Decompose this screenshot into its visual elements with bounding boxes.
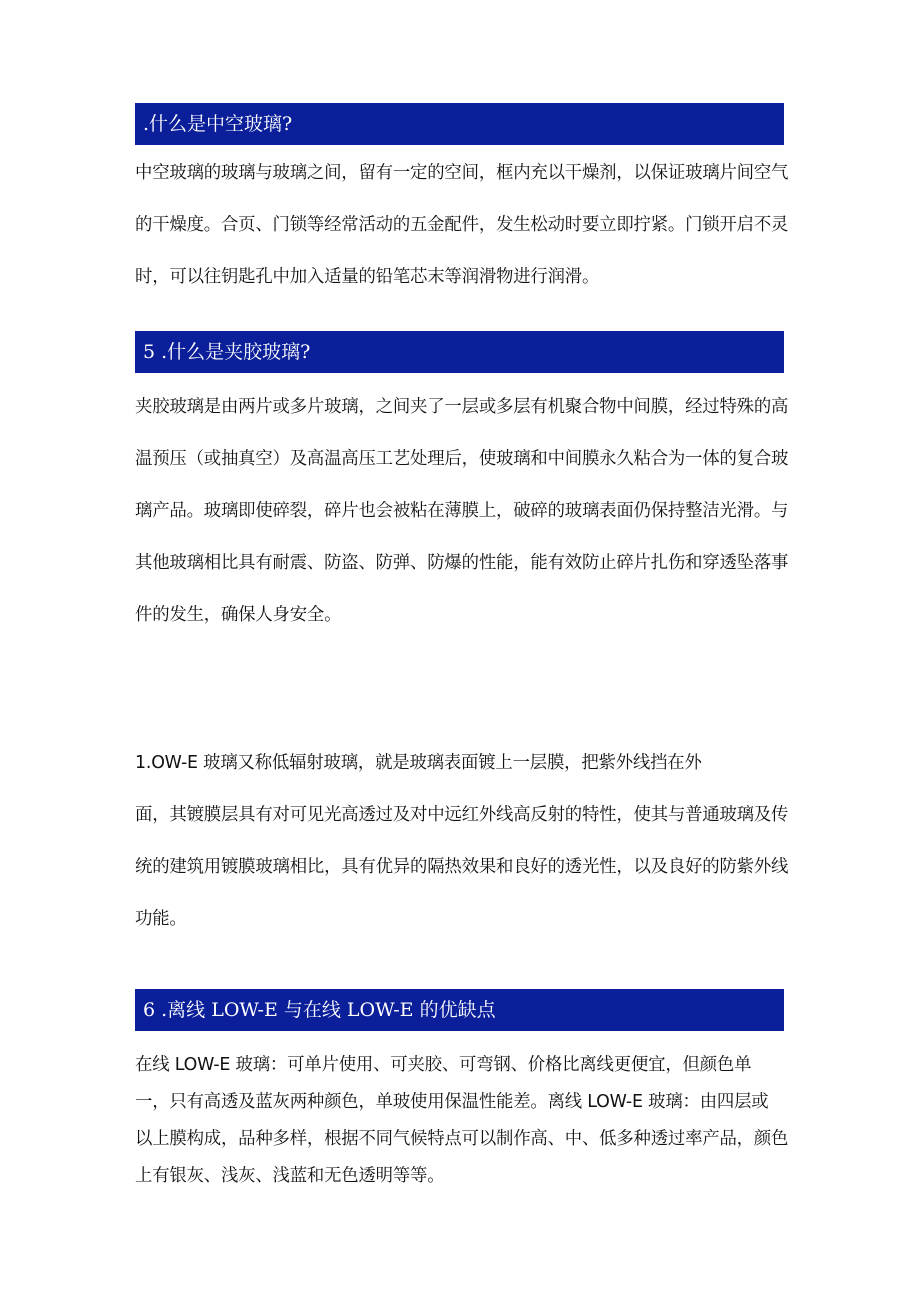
paragraph-low-e-glass: [135, 737, 787, 945]
text-line: 温预压（或抽真空）及高温高压工艺处理后，使玻璃和中间膜永久粘合为一体的复合玻: [135, 449, 789, 469]
text-line: 璃产品。玻璃即使碎裂，碎片也会被粘在薄膜上，破碎的玻璃表面仍保持整洁光滑。与: [135, 501, 789, 521]
text-line: 中空玻璃的玻璃与玻璃之间，留有一定的空间，框内充以干燥剂，以保证玻璃片间空气: [135, 163, 789, 183]
section-heading-laminated-glass: 5 .什么是夹胶玻璃?: [135, 331, 784, 373]
text-line: 功能。: [135, 909, 187, 929]
paragraph-low-e-comparison: [135, 1047, 787, 1195]
text-line: 的干燥度。合页、门锁等经常活动的五金配件，发生松动时要立即拧紧。门锁开启不灵: [135, 215, 789, 235]
text-line: 1.OW-E 玻璃又称低辐射玻璃，就是玻璃表面镀上一层膜，把紫外线挡在外: [135, 753, 702, 773]
section-heading-hollow-glass: .什么是中空玻璃?: [135, 103, 784, 145]
section-heading-low-e-comparison: 6 .离线 LOW-E 与在线 LOW-E 的优缺点: [135, 989, 784, 1031]
text-line: 统的建筑用镀膜玻璃相比，具有优异的隔热效果和良好的透光性，以及良好的防紫外线: [135, 857, 789, 877]
text-line: 在线 LOW-E 玻璃：可单片使用、可夹胶、可弯钢、价格比离线更便宜，但颜色单: [135, 1055, 752, 1075]
paragraph-laminated-glass: [135, 381, 787, 641]
text-line: 以上膜构成，品种多样，根据不同气候特点可以制作高、中、低多种透过率产品，颜色: [135, 1129, 789, 1149]
text-line: 件的发生，确保人身安全。: [135, 605, 342, 625]
text-line: 一，只有高透及蓝灰两种颜色，单玻使用保温性能差。离线 LOW-E 玻璃：由四层或: [135, 1092, 769, 1112]
text-line: 时，可以往钥匙孔中加入适量的铅笔芯末等润滑物进行润滑。: [135, 267, 600, 287]
text-line: 上有银灰、浅灰、浅蓝和无色透明等等。: [135, 1166, 445, 1186]
text-line: 夹胶玻璃是由两片或多片玻璃，之间夹了一层或多层有机聚合物中间膜，经过特殊的高: [135, 397, 789, 417]
paragraph-hollow-glass: [135, 147, 787, 303]
text-line: 面，其镀膜层具有对可见光高透过及对中远红外线高反射的特性，使其与普通玻璃及传: [135, 805, 789, 825]
text-line: 其他玻璃相比具有耐震、防盗、防弹、防爆的性能，能有效防止碎片扎伤和穿透坠落事: [135, 553, 789, 573]
